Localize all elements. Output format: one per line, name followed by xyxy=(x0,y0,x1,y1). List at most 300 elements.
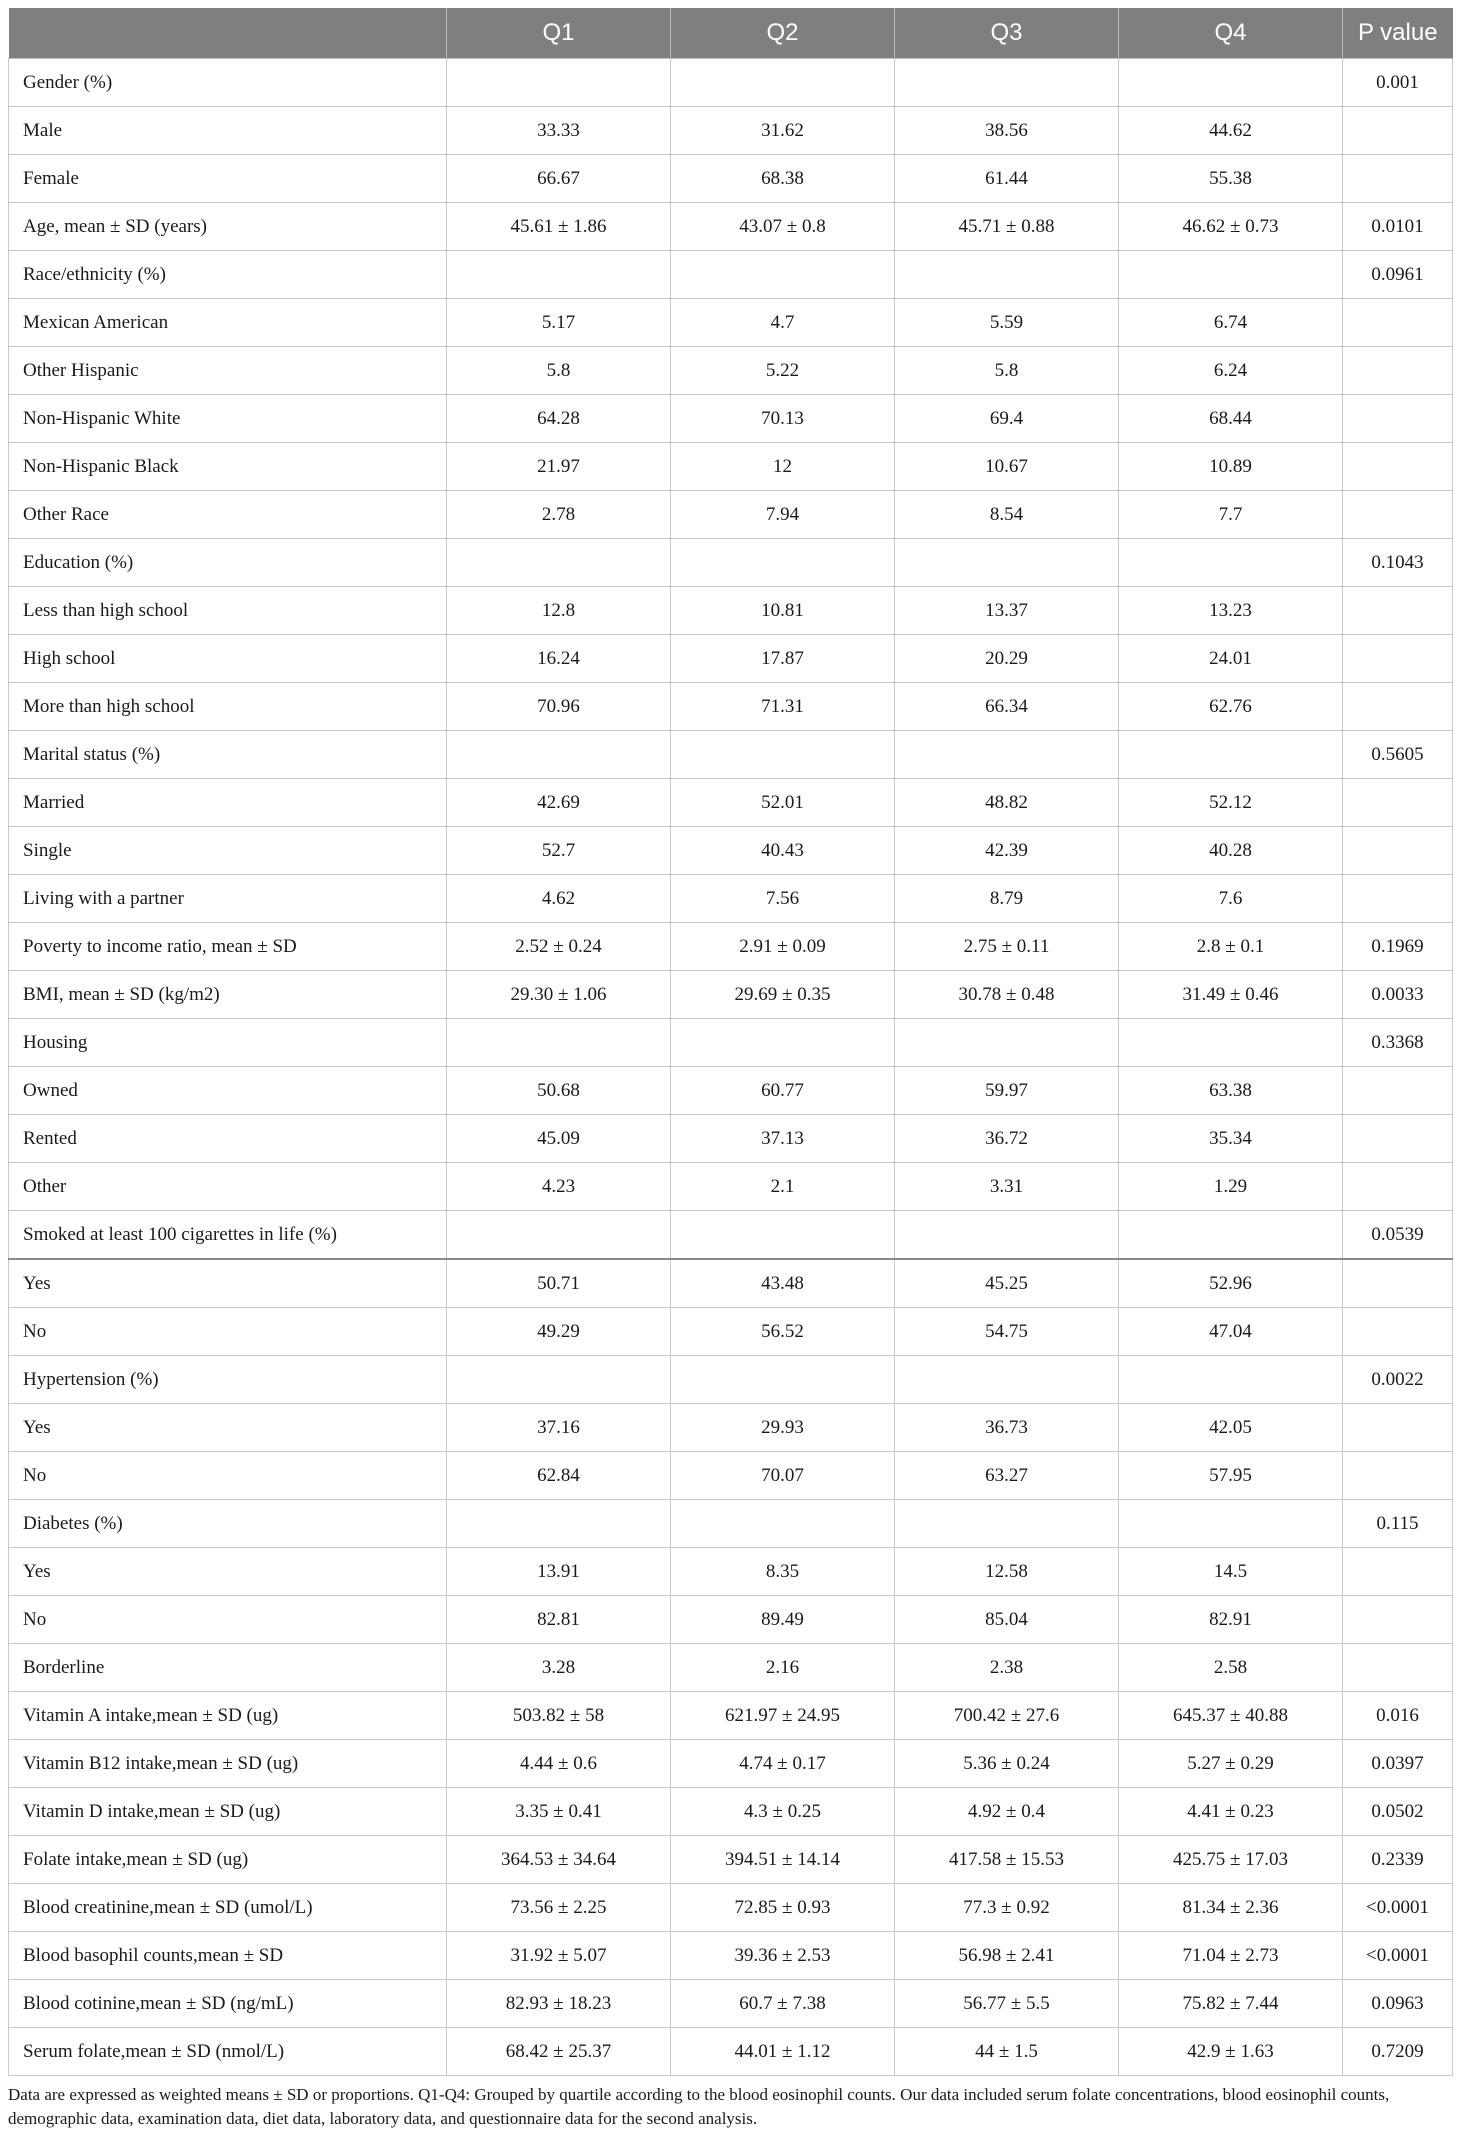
cell-q4 xyxy=(1119,1211,1343,1260)
cell-q1: 82.93 ± 18.23 xyxy=(447,1980,671,2028)
row-label: Hypertension (%) xyxy=(9,1356,447,1404)
cell-q2: 5.22 xyxy=(671,347,895,395)
cell-q1: 2.78 xyxy=(447,491,671,539)
cell-p-value: 0.016 xyxy=(1343,1692,1453,1740)
cell-q4: 82.91 xyxy=(1119,1596,1343,1644)
cell-p-value: 0.5605 xyxy=(1343,731,1453,779)
row-label: Serum folate,mean ± SD (nmol/L) xyxy=(9,2028,447,2076)
cell-q1: 49.29 xyxy=(447,1308,671,1356)
cell-q4: 10.89 xyxy=(1119,443,1343,491)
cell-q3: 56.98 ± 2.41 xyxy=(895,1932,1119,1980)
cell-q2: 89.49 xyxy=(671,1596,895,1644)
cell-q2 xyxy=(671,1500,895,1548)
cell-q4: 40.28 xyxy=(1119,827,1343,875)
cell-q4: 31.49 ± 0.46 xyxy=(1119,971,1343,1019)
cell-p-value: 0.2339 xyxy=(1343,1836,1453,1884)
cell-q2: 40.43 xyxy=(671,827,895,875)
cell-q3 xyxy=(895,59,1119,107)
cell-p-value xyxy=(1343,1404,1453,1452)
cell-p-value: 0.0963 xyxy=(1343,1980,1453,2028)
cell-q1: 3.35 ± 0.41 xyxy=(447,1788,671,1836)
cell-q2: 29.93 xyxy=(671,1404,895,1452)
cell-q2: 10.81 xyxy=(671,587,895,635)
row-label: Blood basophil counts,mean ± SD xyxy=(9,1932,447,1980)
cell-q2: 68.38 xyxy=(671,155,895,203)
cell-q4: 68.44 xyxy=(1119,395,1343,443)
cell-q4: 62.76 xyxy=(1119,683,1343,731)
cell-q4: 42.05 xyxy=(1119,1404,1343,1452)
cell-p-value: 0.0397 xyxy=(1343,1740,1453,1788)
cell-p-value xyxy=(1343,1067,1453,1115)
cell-q2: 70.07 xyxy=(671,1452,895,1500)
row-label: Mexican American xyxy=(9,299,447,347)
cell-q3 xyxy=(895,1356,1119,1404)
header-variable xyxy=(9,8,447,59)
cell-q1 xyxy=(447,1356,671,1404)
row-label: Female xyxy=(9,155,447,203)
cell-q1 xyxy=(447,539,671,587)
table-row xyxy=(9,1163,1453,1211)
header-row xyxy=(9,8,1453,59)
cell-q4: 52.12 xyxy=(1119,779,1343,827)
cell-p-value xyxy=(1343,1308,1453,1356)
table-row xyxy=(9,779,1453,827)
cell-q3: 54.75 xyxy=(895,1308,1119,1356)
cell-q4: 44.62 xyxy=(1119,107,1343,155)
cell-p-value: 0.0502 xyxy=(1343,1788,1453,1836)
row-label: Education (%) xyxy=(9,539,447,587)
cell-q1: 4.62 xyxy=(447,875,671,923)
cell-q3: 417.58 ± 15.53 xyxy=(895,1836,1119,1884)
cell-q3: 61.44 xyxy=(895,155,1119,203)
table-row xyxy=(9,155,1453,203)
row-label: Other xyxy=(9,1163,447,1211)
row-label: Blood cotinine,mean ± SD (ng/mL) xyxy=(9,1980,447,2028)
table-row xyxy=(9,539,1453,587)
cell-q4: 4.41 ± 0.23 xyxy=(1119,1788,1343,1836)
cell-q1 xyxy=(447,1500,671,1548)
cell-q4: 47.04 xyxy=(1119,1308,1343,1356)
cell-p-value xyxy=(1343,347,1453,395)
cell-q2: 52.01 xyxy=(671,779,895,827)
row-label: Vitamin B12 intake,mean ± SD (ug) xyxy=(9,1740,447,1788)
table-row xyxy=(9,1356,1453,1404)
table-row xyxy=(9,875,1453,923)
row-label: Folate intake,mean ± SD (ug) xyxy=(9,1836,447,1884)
cell-q3: 44 ± 1.5 xyxy=(895,2028,1119,2076)
cell-q2: 44.01 ± 1.12 xyxy=(671,2028,895,2076)
cell-q2 xyxy=(671,1019,895,1067)
row-label: Borderline xyxy=(9,1644,447,1692)
cell-q2: 17.87 xyxy=(671,635,895,683)
cell-q4: 645.37 ± 40.88 xyxy=(1119,1692,1343,1740)
cell-q3: 66.34 xyxy=(895,683,1119,731)
cell-q4: 46.62 ± 0.73 xyxy=(1119,203,1343,251)
table-row xyxy=(9,587,1453,635)
cell-p-value xyxy=(1343,875,1453,923)
cell-p-value xyxy=(1343,491,1453,539)
cell-q2: 43.48 xyxy=(671,1259,895,1308)
row-label: Non-Hispanic Black xyxy=(9,443,447,491)
cell-q3: 38.56 xyxy=(895,107,1119,155)
table-row xyxy=(9,1115,1453,1163)
table-row xyxy=(9,299,1453,347)
cell-q1 xyxy=(447,251,671,299)
table-row xyxy=(9,395,1453,443)
cell-q3: 59.97 xyxy=(895,1067,1119,1115)
table-row xyxy=(9,1548,1453,1596)
cell-q2: 37.13 xyxy=(671,1115,895,1163)
cell-p-value xyxy=(1343,299,1453,347)
cell-q1: 33.33 xyxy=(447,107,671,155)
cell-q3: 30.78 ± 0.48 xyxy=(895,971,1119,1019)
cell-p-value: 0.115 xyxy=(1343,1500,1453,1548)
table-row xyxy=(9,1884,1453,1932)
row-label: Male xyxy=(9,107,447,155)
table-row xyxy=(9,347,1453,395)
cell-p-value xyxy=(1343,1596,1453,1644)
row-label: BMI, mean ± SD (kg/m2) xyxy=(9,971,447,1019)
cell-q1: 4.23 xyxy=(447,1163,671,1211)
cell-q3 xyxy=(895,1019,1119,1067)
cell-q4: 75.82 ± 7.44 xyxy=(1119,1980,1343,2028)
cell-q2: 621.97 ± 24.95 xyxy=(671,1692,895,1740)
row-label: Yes xyxy=(9,1259,447,1308)
table-row xyxy=(9,1452,1453,1500)
cell-q3: 2.75 ± 0.11 xyxy=(895,923,1119,971)
cell-p-value: <0.0001 xyxy=(1343,1932,1453,1980)
table-row xyxy=(9,683,1453,731)
header-q1: Q1 xyxy=(447,8,671,59)
cell-p-value xyxy=(1343,827,1453,875)
row-label: Single xyxy=(9,827,447,875)
cell-q3: 63.27 xyxy=(895,1452,1119,1500)
cell-q3: 4.92 ± 0.4 xyxy=(895,1788,1119,1836)
cell-q1: 62.84 xyxy=(447,1452,671,1500)
header-p-value: P value xyxy=(1343,8,1453,59)
cell-q1: 12.8 xyxy=(447,587,671,635)
cell-q3: 77.3 ± 0.92 xyxy=(895,1884,1119,1932)
cell-q4: 71.04 ± 2.73 xyxy=(1119,1932,1343,1980)
cell-q3: 85.04 xyxy=(895,1596,1119,1644)
row-label: No xyxy=(9,1308,447,1356)
row-label: Marital status (%) xyxy=(9,731,447,779)
cell-q3 xyxy=(895,1211,1119,1260)
row-label: No xyxy=(9,1452,447,1500)
cell-q3: 20.29 xyxy=(895,635,1119,683)
table-row xyxy=(9,1308,1453,1356)
cell-q1: 5.8 xyxy=(447,347,671,395)
cell-p-value: 0.7209 xyxy=(1343,2028,1453,2076)
cell-q3: 8.79 xyxy=(895,875,1119,923)
cell-q3: 45.71 ± 0.88 xyxy=(895,203,1119,251)
cell-q2: 60.7 ± 7.38 xyxy=(671,1980,895,2028)
cell-q3: 13.37 xyxy=(895,587,1119,635)
table-row xyxy=(9,1500,1453,1548)
cell-q2: 2.1 xyxy=(671,1163,895,1211)
cell-q1: 364.53 ± 34.64 xyxy=(447,1836,671,1884)
row-label: Other Race xyxy=(9,491,447,539)
table-row xyxy=(9,1932,1453,1980)
cell-q4: 81.34 ± 2.36 xyxy=(1119,1884,1343,1932)
cell-q2: 4.3 ± 0.25 xyxy=(671,1788,895,1836)
cell-q3: 700.42 ± 27.6 xyxy=(895,1692,1119,1740)
cell-q4 xyxy=(1119,251,1343,299)
cell-q1: 37.16 xyxy=(447,1404,671,1452)
cell-q1: 70.96 xyxy=(447,683,671,731)
table-row xyxy=(9,1211,1453,1260)
cell-q1 xyxy=(447,1211,671,1260)
table-row xyxy=(9,1980,1453,2028)
cell-q2: 31.62 xyxy=(671,107,895,155)
cell-p-value xyxy=(1343,395,1453,443)
cell-q3: 5.36 ± 0.24 xyxy=(895,1740,1119,1788)
row-label: Non-Hispanic White xyxy=(9,395,447,443)
cell-q3: 48.82 xyxy=(895,779,1119,827)
table-container xyxy=(8,8,1452,2076)
row-label: Blood creatinine,mean ± SD (umol/L) xyxy=(9,1884,447,1932)
cell-p-value: 0.0961 xyxy=(1343,251,1453,299)
cell-p-value: 0.0033 xyxy=(1343,971,1453,1019)
cell-q4: 55.38 xyxy=(1119,155,1343,203)
cell-q1: 42.69 xyxy=(447,779,671,827)
row-label: Smoked at least 100 cigarettes in life (%) xyxy=(9,1211,447,1260)
cell-q4: 35.34 xyxy=(1119,1115,1343,1163)
cell-q2: 8.35 xyxy=(671,1548,895,1596)
cell-p-value xyxy=(1343,635,1453,683)
cell-q1: 66.67 xyxy=(447,155,671,203)
cell-q4: 57.95 xyxy=(1119,1452,1343,1500)
table-footnote: Data are expressed as weighted means ± SD or proportions. Q1-Q4: Grouped by quartile according to the blood eosinophil counts. Our data included serum folate concentrations, blood eosinophil counts, demographic data, examination data, diet data, laboratory data, and questionnaire data for the second analysis. xyxy=(8,2085,1390,2128)
table-row xyxy=(9,1067,1453,1115)
cell-p-value xyxy=(1343,155,1453,203)
cell-p-value xyxy=(1343,1548,1453,1596)
table-row xyxy=(9,1019,1453,1067)
row-label: Yes xyxy=(9,1548,447,1596)
cell-q2: 2.91 ± 0.09 xyxy=(671,923,895,971)
cell-p-value xyxy=(1343,443,1453,491)
row-label: High school xyxy=(9,635,447,683)
header-q2: Q2 xyxy=(671,8,895,59)
cell-q1: 29.30 ± 1.06 xyxy=(447,971,671,1019)
cell-q3: 5.59 xyxy=(895,299,1119,347)
table-row xyxy=(9,251,1453,299)
cell-q1: 5.17 xyxy=(447,299,671,347)
cell-q2: 29.69 ± 0.35 xyxy=(671,971,895,1019)
cell-q3: 10.67 xyxy=(895,443,1119,491)
cell-q3: 69.4 xyxy=(895,395,1119,443)
cell-q1: 2.52 ± 0.24 xyxy=(447,923,671,971)
cell-q4: 24.01 xyxy=(1119,635,1343,683)
cell-q1: 45.61 ± 1.86 xyxy=(447,203,671,251)
row-label: Living with a partner xyxy=(9,875,447,923)
cell-p-value xyxy=(1343,779,1453,827)
cell-q2 xyxy=(671,1356,895,1404)
table-row xyxy=(9,203,1453,251)
table-row xyxy=(9,59,1453,107)
table-row xyxy=(9,1692,1453,1740)
cell-q3: 5.8 xyxy=(895,347,1119,395)
cell-q4: 52.96 xyxy=(1119,1259,1343,1308)
cell-q2 xyxy=(671,59,895,107)
cell-q3 xyxy=(895,251,1119,299)
cell-q2: 39.36 ± 2.53 xyxy=(671,1932,895,1980)
cell-q4: 6.74 xyxy=(1119,299,1343,347)
row-label: Vitamin A intake,mean ± SD (ug) xyxy=(9,1692,447,1740)
cell-q4: 1.29 xyxy=(1119,1163,1343,1211)
table-row xyxy=(9,2028,1453,2076)
cell-q2: 394.51 ± 14.14 xyxy=(671,1836,895,1884)
cell-q1: 21.97 xyxy=(447,443,671,491)
cell-q3 xyxy=(895,731,1119,779)
cell-p-value: 0.0101 xyxy=(1343,203,1453,251)
row-label: Vitamin D intake,mean ± SD (ug) xyxy=(9,1788,447,1836)
row-label: Diabetes (%) xyxy=(9,1500,447,1548)
cell-p-value xyxy=(1343,1644,1453,1692)
row-label: No xyxy=(9,1596,447,1644)
cell-q2 xyxy=(671,731,895,779)
cell-q1: 82.81 xyxy=(447,1596,671,1644)
cell-q2: 12 xyxy=(671,443,895,491)
cell-q1: 68.42 ± 25.37 xyxy=(447,2028,671,2076)
cell-q1: 50.71 xyxy=(447,1259,671,1308)
cell-q1 xyxy=(447,59,671,107)
cell-q3: 12.58 xyxy=(895,1548,1119,1596)
table-row xyxy=(9,827,1453,875)
cell-q3: 42.39 xyxy=(895,827,1119,875)
cell-q2 xyxy=(671,1211,895,1260)
cell-q4: 13.23 xyxy=(1119,587,1343,635)
cell-q1: 73.56 ± 2.25 xyxy=(447,1884,671,1932)
cell-q3: 2.38 xyxy=(895,1644,1119,1692)
table-row xyxy=(9,635,1453,683)
row-label: Other Hispanic xyxy=(9,347,447,395)
cell-q3: 36.72 xyxy=(895,1115,1119,1163)
table-row xyxy=(9,1404,1453,1452)
table-row xyxy=(9,443,1453,491)
cell-q4: 7.6 xyxy=(1119,875,1343,923)
cell-p-value: 0.0022 xyxy=(1343,1356,1453,1404)
row-label: Race/ethnicity (%) xyxy=(9,251,447,299)
cell-q2: 71.31 xyxy=(671,683,895,731)
table-row xyxy=(9,1259,1453,1308)
cell-q4: 425.75 ± 17.03 xyxy=(1119,1836,1343,1884)
cell-q3 xyxy=(895,539,1119,587)
cell-q4 xyxy=(1119,731,1343,779)
cell-p-value xyxy=(1343,1115,1453,1163)
cell-q3: 8.54 xyxy=(895,491,1119,539)
row-label: Married xyxy=(9,779,447,827)
cell-q1: 16.24 xyxy=(447,635,671,683)
table-row xyxy=(9,923,1453,971)
cell-p-value: 0.1969 xyxy=(1343,923,1453,971)
cell-q2 xyxy=(671,539,895,587)
cell-q1: 4.44 ± 0.6 xyxy=(447,1740,671,1788)
table-row xyxy=(9,491,1453,539)
cell-q4 xyxy=(1119,1356,1343,1404)
cell-p-value xyxy=(1343,1163,1453,1211)
cell-p-value: 0.0539 xyxy=(1343,1211,1453,1260)
cell-q2: 56.52 xyxy=(671,1308,895,1356)
row-label: Yes xyxy=(9,1404,447,1452)
cell-q2: 7.94 xyxy=(671,491,895,539)
cell-q3 xyxy=(895,1500,1119,1548)
cell-q2: 2.16 xyxy=(671,1644,895,1692)
row-label: Less than high school xyxy=(9,587,447,635)
cell-q1: 50.68 xyxy=(447,1067,671,1115)
cell-q2: 72.85 ± 0.93 xyxy=(671,1884,895,1932)
row-label: Age, mean ± SD (years) xyxy=(9,203,447,251)
cell-p-value: 0.1043 xyxy=(1343,539,1453,587)
row-label: Rented xyxy=(9,1115,447,1163)
cell-q2 xyxy=(671,251,895,299)
cell-q4: 5.27 ± 0.29 xyxy=(1119,1740,1343,1788)
cell-q2: 43.07 ± 0.8 xyxy=(671,203,895,251)
row-label: More than high school xyxy=(9,683,447,731)
table-row xyxy=(9,1644,1453,1692)
cell-p-value: 0.3368 xyxy=(1343,1019,1453,1067)
cell-q4: 7.7 xyxy=(1119,491,1343,539)
cell-q4 xyxy=(1119,59,1343,107)
cell-q4 xyxy=(1119,539,1343,587)
cell-q4: 6.24 xyxy=(1119,347,1343,395)
cell-p-value xyxy=(1343,683,1453,731)
cell-q4 xyxy=(1119,1500,1343,1548)
cell-q4: 2.58 xyxy=(1119,1644,1343,1692)
cell-q4: 14.5 xyxy=(1119,1548,1343,1596)
table-row xyxy=(9,1596,1453,1644)
cell-p-value xyxy=(1343,1452,1453,1500)
cell-q1: 3.28 xyxy=(447,1644,671,1692)
table-row xyxy=(9,971,1453,1019)
cell-q2: 70.13 xyxy=(671,395,895,443)
cell-q1: 45.09 xyxy=(447,1115,671,1163)
table-row xyxy=(9,1740,1453,1788)
cell-q4: 42.9 ± 1.63 xyxy=(1119,2028,1343,2076)
cell-q1: 503.82 ± 58 xyxy=(447,1692,671,1740)
table-row xyxy=(9,1836,1453,1884)
cell-p-value: <0.0001 xyxy=(1343,1884,1453,1932)
cell-p-value xyxy=(1343,587,1453,635)
header-q4: Q4 xyxy=(1119,8,1343,59)
cell-q3: 36.73 xyxy=(895,1404,1119,1452)
header-q3: Q3 xyxy=(895,8,1119,59)
cell-q3: 3.31 xyxy=(895,1163,1119,1211)
table-row xyxy=(9,1788,1453,1836)
cell-q1: 52.7 xyxy=(447,827,671,875)
cell-p-value xyxy=(1343,107,1453,155)
cell-q1: 64.28 xyxy=(447,395,671,443)
cell-q3: 56.77 ± 5.5 xyxy=(895,1980,1119,2028)
cell-p-value: 0.001 xyxy=(1343,59,1453,107)
cell-q3: 45.25 xyxy=(895,1259,1119,1308)
baseline-characteristics-table xyxy=(8,8,1453,2076)
cell-p-value xyxy=(1343,1259,1453,1308)
row-label: Gender (%) xyxy=(9,59,447,107)
row-label: Owned xyxy=(9,1067,447,1115)
cell-q1 xyxy=(447,731,671,779)
row-label: Poverty to income ratio, mean ± SD xyxy=(9,923,447,971)
cell-q2: 7.56 xyxy=(671,875,895,923)
cell-q1 xyxy=(447,1019,671,1067)
table-row xyxy=(9,107,1453,155)
cell-q4: 63.38 xyxy=(1119,1067,1343,1115)
table-row xyxy=(9,731,1453,779)
cell-q4: 2.8 ± 0.1 xyxy=(1119,923,1343,971)
row-label: Housing xyxy=(9,1019,447,1067)
cell-q4 xyxy=(1119,1019,1343,1067)
cell-q1: 31.92 ± 5.07 xyxy=(447,1932,671,1980)
